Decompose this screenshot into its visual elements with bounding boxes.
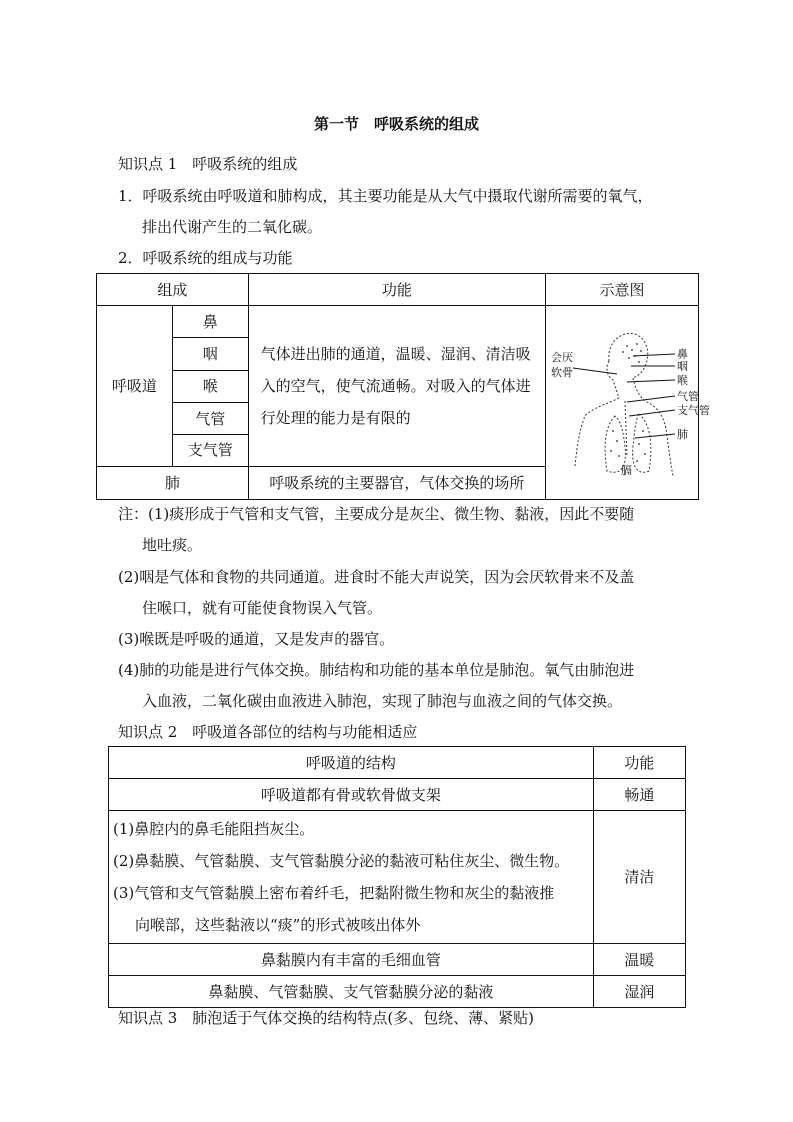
header-function: 功能 bbox=[248, 274, 545, 306]
kp2-heading: 知识点 2 呼吸道各部位的结构与功能相适应 bbox=[118, 723, 418, 741]
kp1-para1-line1: 1．呼吸系统由呼吸道和肺构成，其主要功能是从大气中摄取代谢所需要的氧气， bbox=[118, 187, 653, 205]
label-pharynx: 咽 bbox=[676, 360, 688, 373]
note-4-line1: (4)肺的功能是进行气体交换。肺结构和功能的基本单位是肺泡。氧气由肺泡进 bbox=[118, 661, 635, 679]
structure-line: (3)气管和支气管黏膜上密布着纤毛，把黏附微生物和灰尘的黏液推 bbox=[113, 884, 555, 902]
function-cell: 畅通 bbox=[593, 779, 685, 811]
kp3-heading: 知识点 3 肺泡适于气体交换的结构特点(多、包绕、薄、紧贴) bbox=[118, 1009, 535, 1027]
page-title: 第一节 呼吸系统的组成 bbox=[313, 115, 479, 133]
lung-label: 肺 bbox=[97, 466, 249, 499]
kp1-para1-line2: 排出代谢产生的二氧化碳。 bbox=[142, 218, 323, 236]
part-trachea: 气管 bbox=[172, 402, 248, 434]
label-epiglottis-1: 会厌 bbox=[550, 351, 573, 364]
part-bronchus: 支气管 bbox=[172, 435, 248, 466]
function-cell: 温暖 bbox=[593, 944, 685, 976]
label-trachea: 气管 bbox=[676, 390, 699, 403]
note-2-line2: 住喉口，就有可能使食物误入气管。 bbox=[142, 599, 383, 617]
label-diaphragm: 膈 bbox=[620, 464, 632, 477]
structure-cell: 鼻黏膜内有丰富的毛细血管 bbox=[109, 944, 594, 976]
airway-function: 气体进出肺的通道，温暖、湿润、清洁吸入的空气，使气流通畅。对吸入的气体进行处理的能力是有限的 bbox=[248, 306, 545, 467]
note-1-line2: 地吐痰。 bbox=[142, 536, 203, 554]
function-cell: 湿润 bbox=[593, 976, 685, 1008]
note-3: (3)喉既是呼吸的通道，又是发声的器官。 bbox=[118, 630, 395, 648]
kp1-para2: 2．呼吸系统的组成与功能 bbox=[118, 249, 293, 267]
kp1-heading: 知识点 1 呼吸系统的组成 bbox=[118, 155, 298, 173]
label-bronchus: 支气管 bbox=[676, 404, 710, 417]
airway-structure-table bbox=[108, 746, 686, 1008]
structure-line: (1)鼻腔内的鼻毛能阻挡灰尘。 bbox=[113, 820, 315, 838]
airway-label: 呼吸道 bbox=[97, 306, 173, 467]
part-pharynx: 咽 bbox=[172, 338, 248, 370]
part-larynx: 喉 bbox=[172, 370, 248, 402]
header-composition: 组成 bbox=[97, 274, 249, 306]
function-cell: 清洁 bbox=[593, 811, 685, 944]
respiratory-diagram bbox=[547, 306, 710, 494]
header-structure: 呼吸道的结构 bbox=[109, 747, 594, 779]
header-function: 功能 bbox=[593, 747, 685, 779]
respiratory-system-table bbox=[96, 273, 710, 500]
label-nose: 鼻 bbox=[676, 348, 688, 361]
lung-function: 呼吸系统的主要器官，气体交换的场所 bbox=[248, 466, 545, 499]
label-larynx: 喉 bbox=[676, 374, 688, 387]
structure-line: (2)鼻黏膜、气管黏膜、支气管黏膜分泌的黏液可粘住灰尘、微生物。 bbox=[113, 852, 570, 870]
header-diagram: 示意图 bbox=[545, 274, 698, 306]
structure-cell: 呼吸道都有骨或软骨做支架 bbox=[109, 779, 594, 811]
note-4-line2: 入血液，二氧化碳由血液进入肺泡，实现了肺泡与血液之间的气体交换。 bbox=[142, 692, 623, 710]
label-epiglottis-2: 软骨 bbox=[550, 366, 573, 379]
diagram-cell bbox=[545, 306, 710, 500]
label-lung: 肺 bbox=[676, 428, 688, 441]
note-1-line1: 注：(1)痰形成于气管和支气管，主要成分是灰尘、微生物、黏液，因此不要随 bbox=[118, 505, 635, 523]
part-nose: 鼻 bbox=[172, 306, 248, 338]
structure-cell: 鼻黏膜、气管黏膜、支气管黏膜分泌的黏液 bbox=[109, 976, 594, 1008]
structure-cell-clean bbox=[109, 811, 594, 944]
note-2-line1: (2)咽是气体和食物的共同通道。进食时不能大声说笑，因为会厌软骨来不及盖 bbox=[118, 568, 635, 586]
structure-line: 向喉部，这些黏液以“痰”的形式被咳出体外 bbox=[135, 916, 421, 934]
